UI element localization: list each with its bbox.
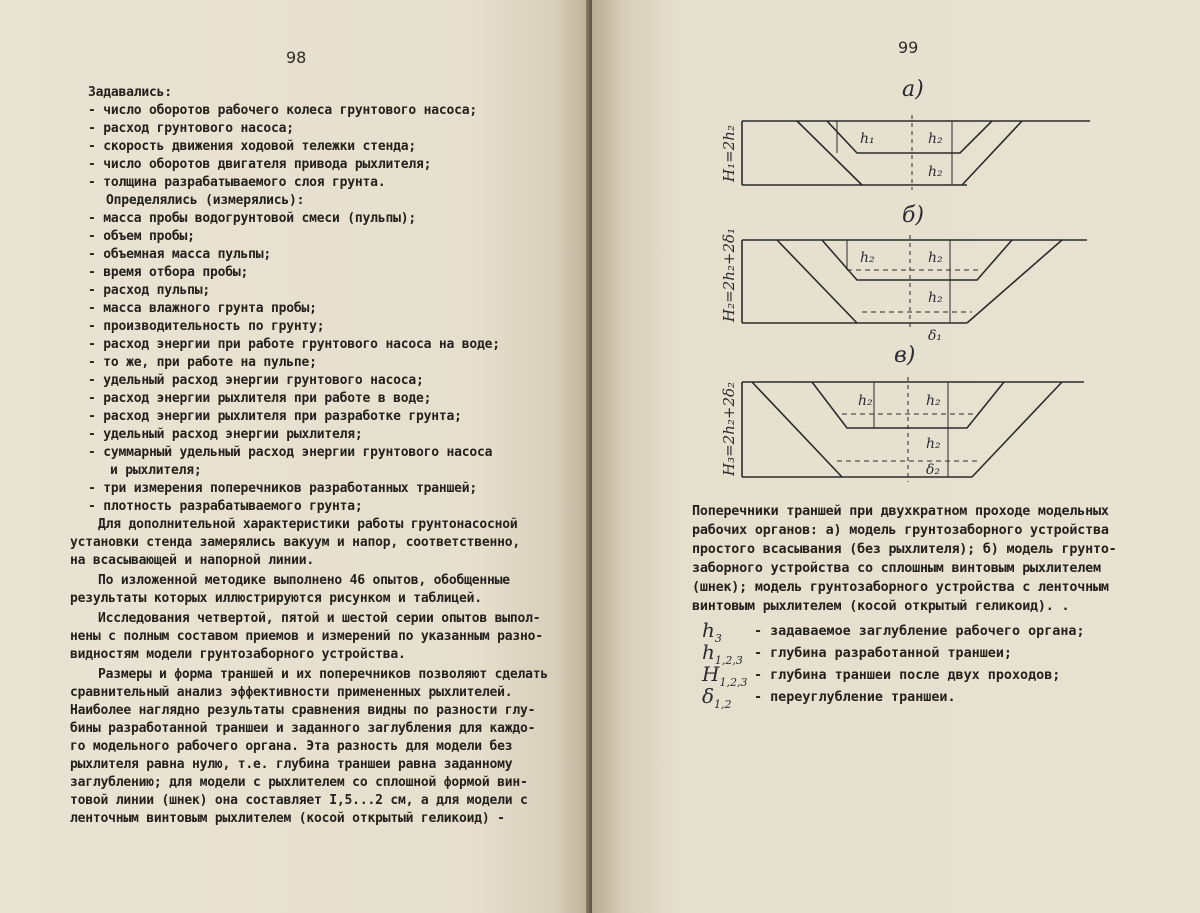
text-line: - расход пульпы; bbox=[88, 283, 211, 298]
text-line: на всасывающей и напорной линии. bbox=[70, 553, 315, 568]
label-h2: h₂ bbox=[858, 393, 873, 409]
trench-outer-right-wall bbox=[972, 382, 1062, 477]
text-line: - удельный расход энергии рыхлителя; bbox=[88, 427, 363, 442]
page-number-right: 99 bbox=[898, 38, 919, 57]
text-line: - расход грунтового насоса; bbox=[88, 121, 294, 136]
text-line: - три измерения поперечников разработанных траншей; bbox=[88, 481, 477, 496]
text-line: ленточным винтовым рыхлителем (косой открытый геликоид) - bbox=[70, 811, 505, 826]
text-line: - время отбора пробы; bbox=[88, 265, 249, 280]
text-line: установки стенда замерялись вакуум и напор, соответственно, bbox=[70, 535, 520, 550]
trench-outer-left-wall bbox=[797, 121, 862, 185]
text-line: - объемная масса пульпы; bbox=[88, 247, 272, 262]
label-h2: h₂ bbox=[926, 436, 941, 452]
label-h2: h₂ bbox=[928, 131, 943, 147]
figure-panel-b bbox=[720, 203, 1087, 344]
legend-symbol: $h_{1,2,3}$ bbox=[702, 640, 743, 667]
text-line: - расход энергии рыхлителя при работе в воде; bbox=[88, 391, 432, 406]
text-line: - то же, при работе на пульпе; bbox=[88, 355, 317, 370]
text-line: заглублению; для модели с рыхлителем со сплошной формой вин- bbox=[70, 775, 528, 790]
text-line: нены с полным составом приемов и измерений по указанным разно- bbox=[70, 629, 543, 644]
label-h2: h₂ bbox=[860, 250, 875, 266]
text-line: - производительность по грунту; bbox=[88, 319, 325, 334]
trench-first-pass-contour bbox=[822, 240, 1012, 280]
legend-definition: - глубина разработанной траншеи; bbox=[754, 646, 1012, 661]
text-line: - масса пробы водогрунтовой смеси (пульпы); bbox=[88, 211, 416, 226]
label-h2: h₂ bbox=[926, 393, 941, 409]
text-line: го модельного рабочего органа. Эта разность для модели без bbox=[70, 739, 513, 754]
text-line: Определялись (измерялись): bbox=[106, 193, 305, 208]
text-line: Наиболее наглядно результаты сравнения видны по разности глу- bbox=[70, 703, 536, 718]
text-line: Размеры и форма траншей и их поперечников позволяют сделать bbox=[98, 667, 548, 682]
trench-outer-left-wall bbox=[777, 240, 857, 323]
legend-symbol: $\delta_{1,2}$ bbox=[702, 684, 732, 711]
text-line: Исследования четвертой, пятой и шестой серии опытов выпол- bbox=[98, 611, 541, 626]
text-line: - расход энергии при работе грунтового насоса на воде; bbox=[88, 337, 500, 352]
depth-label-a: H₁=2h₂ bbox=[720, 125, 738, 182]
figure-panel-a bbox=[720, 77, 1090, 190]
label-h2: h₂ bbox=[928, 164, 943, 180]
legend-symbol: $h_3$ bbox=[702, 618, 722, 645]
text-line: бины разработанной траншеи и заданного заглубления для каждо- bbox=[70, 721, 536, 736]
panel-label-b: б) bbox=[902, 203, 925, 228]
text-line: - число оборотов рабочего колеса грунтового насоса; bbox=[88, 103, 477, 118]
text-line: - объем пробы; bbox=[88, 229, 195, 244]
caption-line: Поперечники траншей при двухкратном проходе модельных bbox=[692, 504, 1109, 519]
text-line: видностям модели грунтозаборного устройства. bbox=[70, 647, 406, 662]
text-line: - толщина разрабатываемого слоя грунта. bbox=[88, 175, 386, 190]
text-line: Для дополнительной характеристики работы грунтонасосной bbox=[98, 517, 518, 532]
legend-definition: - глубина траншеи после двух проходов; bbox=[754, 668, 1061, 683]
text-line: - расход энергии рыхлителя при разработке грунта; bbox=[88, 409, 462, 424]
right-page bbox=[592, 0, 1200, 913]
text-line: сравнительный анализ эффективности примененных рыхлителей. bbox=[70, 685, 513, 700]
trench-outer-right-wall bbox=[967, 240, 1062, 323]
label-delta2: δ₂ bbox=[926, 462, 941, 478]
panel-label-c: в) bbox=[894, 343, 916, 368]
caption-line: заборного устройства со сплошным винтовым рыхлителем bbox=[692, 561, 1101, 576]
text-line: - удельный расход энергии грунтового насоса; bbox=[88, 373, 424, 388]
legend-definition: - задаваемое заглубление рабочего органа; bbox=[754, 624, 1085, 639]
page-number-left: 98 bbox=[286, 48, 307, 67]
panel-label-a: а) bbox=[902, 77, 924, 102]
label-h1: h₁ bbox=[860, 131, 875, 147]
text-line: товой линии (шнек) она составляет I,5...2 см, а для модели с bbox=[70, 793, 528, 808]
left-page bbox=[0, 0, 592, 913]
caption-line: рабочих органов: а) модель грунтозаборного устройства bbox=[692, 523, 1109, 538]
depth-label-c: H₃=2h₂+2δ₂ bbox=[720, 381, 738, 476]
left-page-text bbox=[0, 0, 592, 913]
figure-panel-c bbox=[720, 343, 1084, 482]
caption-line: простого всасывания (без рыхлителя); б) модель грунто- bbox=[692, 542, 1117, 557]
trench-outer-right-wall bbox=[962, 121, 1022, 185]
label-h2: h₂ bbox=[928, 290, 943, 306]
text-line: - число оборотов двигателя привода рыхлителя; bbox=[88, 157, 432, 172]
text-line: и рыхлителя; bbox=[110, 463, 202, 478]
text-line: - масса влажного грунта пробы; bbox=[88, 301, 317, 316]
trench-cross-section-figure bbox=[592, 0, 1200, 500]
text-line: рыхлителя равна нулю, т.е. глубина траншеи равна заданному bbox=[70, 757, 513, 772]
text-line: Задавались: bbox=[88, 85, 172, 100]
label-h2: h₂ bbox=[928, 250, 943, 266]
label-delta1: δ₁ bbox=[928, 328, 943, 344]
text-line: - скорость движения ходовой тележки стенда; bbox=[88, 139, 416, 154]
text-line: - суммарный удельный расход энергии грунтового насоса bbox=[88, 445, 493, 460]
trench-first-pass-contour bbox=[827, 121, 992, 153]
trench-outer-left-wall bbox=[752, 382, 842, 477]
text-line: результаты которых иллюстрируются рисунком и таблицей. bbox=[70, 591, 482, 606]
text-line: - плотность разрабатываемого грунта; bbox=[88, 499, 363, 514]
caption-line: винтовым рыхлителем (косой открытый геликоид). . bbox=[692, 599, 1070, 614]
legend-symbol: $H_{1,2,3}$ bbox=[702, 662, 748, 689]
legend-definition: - переуглубление траншеи. bbox=[754, 690, 956, 705]
depth-label-b: H₂=2h₂+2δ₁ bbox=[720, 227, 738, 322]
caption-line: (шнек); модель грунтозаборного устройства с ленточным bbox=[692, 580, 1109, 595]
text-line: По изложенной методике выполнено 46 опытов, обобщенные bbox=[98, 573, 510, 588]
